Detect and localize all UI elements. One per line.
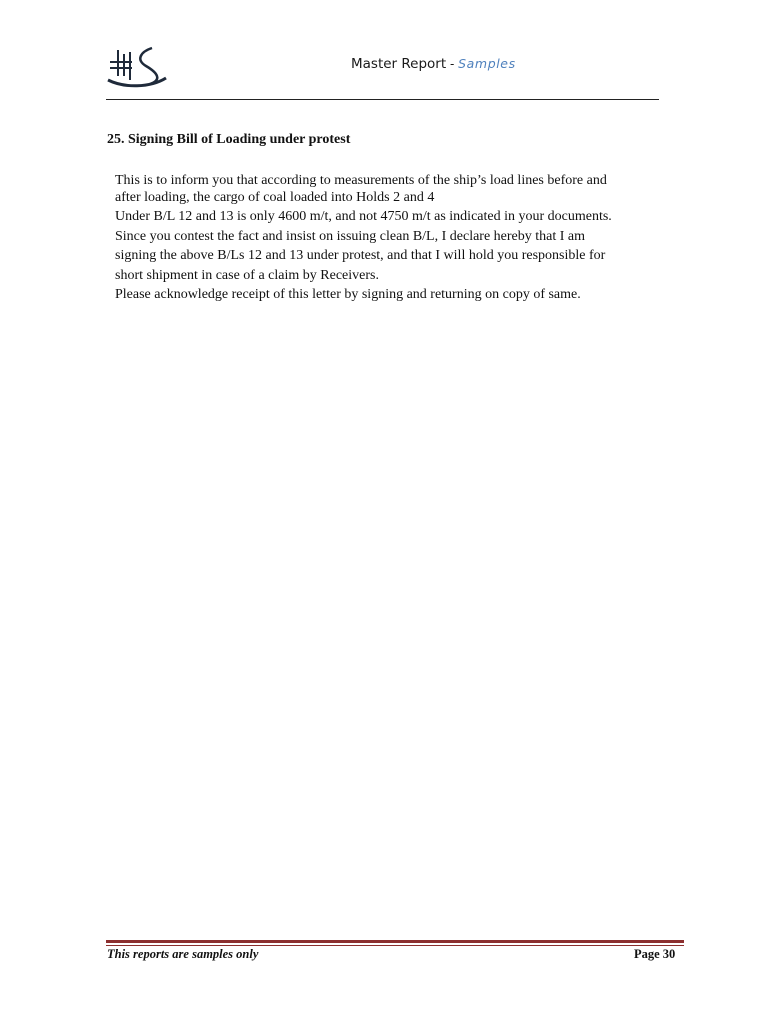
body-line: Please acknowledge receipt of this letter by signing and returning on copy of same. [115,287,581,302]
body-line: This is to inform you that according to measurements of the ship’s load lines before and [115,173,607,188]
body-line: Since you contest the fact and insist on issuing clean B/L, I declare hereby that I am [115,228,586,244]
letter-body [115,171,685,305]
footer-note: This reports are samples only [107,947,259,961]
section-heading: 25. Signing Bill of Loading under protest [107,132,351,147]
header-title [351,56,516,72]
page-number: Page 30 [634,947,676,961]
body-line: signing the above B/Ls 12 and 13 under protest, and that I will hold you responsible for [115,248,606,263]
company-logo [106,46,170,90]
footer-divider-thin [106,945,684,946]
body-line: short shipment in case of a claim by Receivers. [115,267,379,283]
header-divider [106,99,659,100]
ship-anchor-logo-icon [106,46,170,90]
body-line: Under B/L 12 and 13 is only 4600 m/t, and not 4750 m/t as indicated in your documents. [115,209,612,224]
report-title: Master Report [351,56,447,72]
body-line: after loading, the cargo of coal loaded into Holds 2 and 4 [115,189,435,205]
report-subtitle: Samples [458,56,516,71]
title-separator: - [446,57,459,71]
footer-divider [106,940,684,943]
